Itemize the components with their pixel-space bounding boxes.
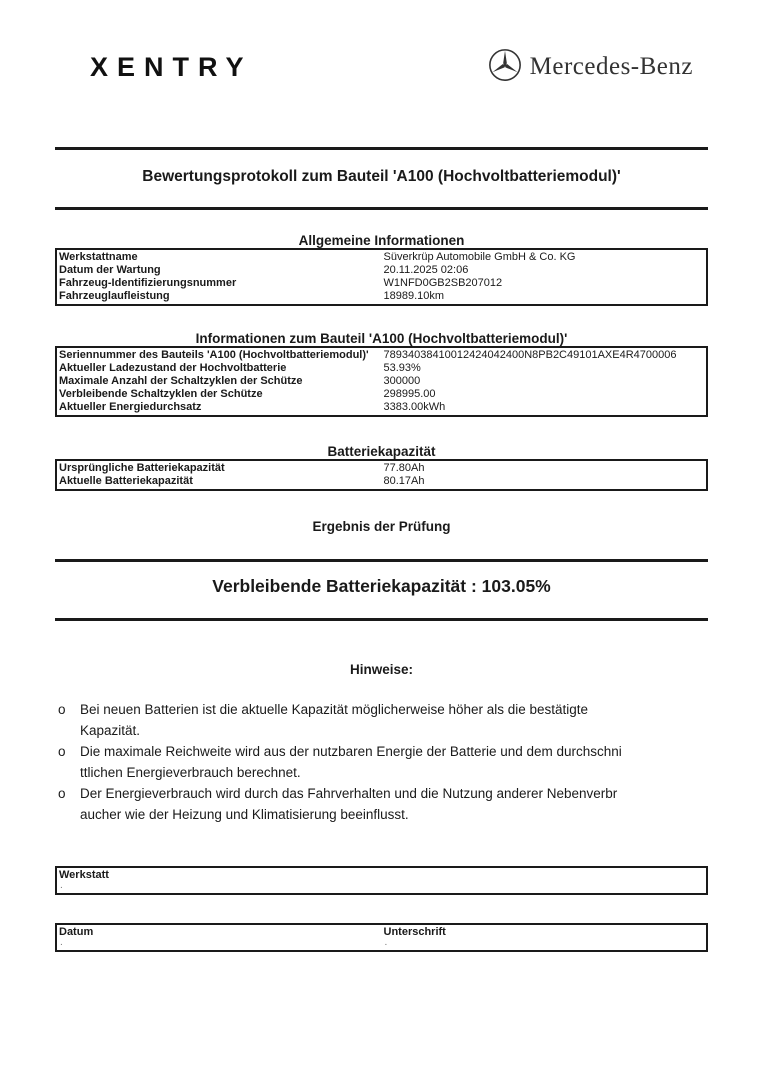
component-info-table: [55, 346, 708, 417]
row-label: Ursprüngliche Batteriekapazität: [59, 462, 225, 474]
table-row: [56, 347, 707, 362]
list-item: [58, 783, 708, 825]
signature-value: .: [384, 937, 388, 948]
result-value: Verbleibende Batteriekapazität : 103.05%: [212, 576, 551, 596]
notes-list: [58, 699, 708, 825]
general-info-table: [55, 248, 708, 306]
note-text: Bei neuen Batterien ist die aktuelle Kapazität möglicherweise höher als die bestätigte Kapazität.: [80, 702, 589, 738]
table-row: [56, 277, 707, 290]
section-heading-capacity: Batteriekapazität: [327, 444, 436, 459]
xentry-logo: XENTRY: [90, 51, 253, 82]
section-heading-notes: Hinweise:: [349, 662, 414, 677]
mercedes-wordmark: Mercedes-Benz: [529, 53, 693, 80]
list-item: [58, 699, 708, 741]
mercedes-benz-logo: [488, 48, 693, 87]
row-label: Fahrzeug-Identifizierungsnummer: [59, 277, 237, 289]
date-column: [57, 926, 382, 948]
row-value: 18989.10km: [383, 290, 445, 302]
section-heading-component: Informationen zum Bauteil 'A100 (Hochvoltbatteriemodul)': [195, 331, 568, 346]
section-heading-result: Ergebnis der Prüfung: [312, 519, 451, 534]
section-heading-general: Allgemeine Informationen: [298, 233, 465, 248]
row-value: 78934038410012424042400N8PB2C49101AXE4R4700006: [383, 349, 677, 361]
bullet-marker: o: [58, 786, 66, 801]
note-text: Die maximale Reichweite wird aus der nutzbaren Energie der Batterie und dem durchschni ttlichen Energieverbrauch berechnet.: [80, 744, 622, 780]
signature-column: [382, 926, 707, 948]
row-label: Verbleibende Schaltzyklen der Schütze: [59, 388, 263, 400]
signature-label: Unterschrift: [383, 926, 446, 938]
divider-result-bottom: [55, 618, 708, 621]
table-row: [56, 249, 707, 264]
row-label: Aktueller Energiedurchsatz: [59, 401, 202, 413]
row-label: Maximale Anzahl der Schaltzyklen der Schütze: [59, 375, 303, 387]
table-row: [56, 460, 707, 475]
workshop-value: .: [60, 880, 63, 891]
date-signature-box: [55, 923, 708, 952]
row-value: 80.17Ah: [383, 475, 425, 487]
row-value: 77.80Ah: [383, 462, 425, 474]
divider-result-top: [55, 559, 708, 562]
list-item: [58, 741, 708, 783]
workshop-signature-box: [55, 866, 708, 895]
row-value: 298995.00: [383, 388, 436, 400]
page-title: Bewertungsprotokoll zum Bauteil 'A100 (Hochvoltbatteriemodul)': [142, 168, 621, 185]
table-row: [56, 388, 707, 401]
row-value: W1NFD0GB2SB207012: [383, 277, 503, 289]
row-value: 20.11.2025 02:06: [383, 264, 469, 276]
table-row: [56, 362, 707, 375]
table-row: [56, 475, 707, 490]
row-value: Süverkrüp Automobile GmbH & Co. KG: [383, 251, 576, 263]
report-header: [90, 50, 693, 84]
row-label: Fahrzeuglaufleistung: [59, 290, 170, 302]
table-row: [56, 290, 707, 305]
bullet-marker: o: [58, 744, 66, 759]
row-label: Aktueller Ladezustand der Hochvoltbatterie: [59, 362, 287, 374]
row-label: Werkstattname: [59, 251, 138, 263]
date-value: .: [60, 937, 63, 948]
row-value: 53.93%: [383, 362, 421, 374]
workshop-label: Werkstatt: [59, 869, 109, 881]
table-row: [56, 401, 707, 416]
bullet-marker: o: [58, 702, 66, 717]
table-row: [56, 375, 707, 388]
note-text: Der Energieverbrauch wird durch das Fahrverhalten und die Nutzung anderer Nebenverbr aucher wie der Heizung und Klimatisierung beeinflusst.: [80, 786, 618, 822]
table-row: [56, 264, 707, 277]
divider-top: [55, 147, 708, 150]
row-label: Datum der Wartung: [59, 264, 161, 276]
capacity-table: [55, 459, 708, 491]
date-label: Datum: [59, 926, 94, 938]
row-value: 3383.00kWh: [383, 401, 446, 413]
mercedes-star-icon: [488, 48, 522, 87]
row-label: Seriennummer des Bauteils 'A100 (Hochvoltbatteriemodul)': [59, 349, 369, 361]
row-label: Aktuelle Batteriekapazität: [59, 475, 193, 487]
divider-title-bottom: [55, 207, 708, 210]
row-value: 300000: [383, 375, 421, 387]
